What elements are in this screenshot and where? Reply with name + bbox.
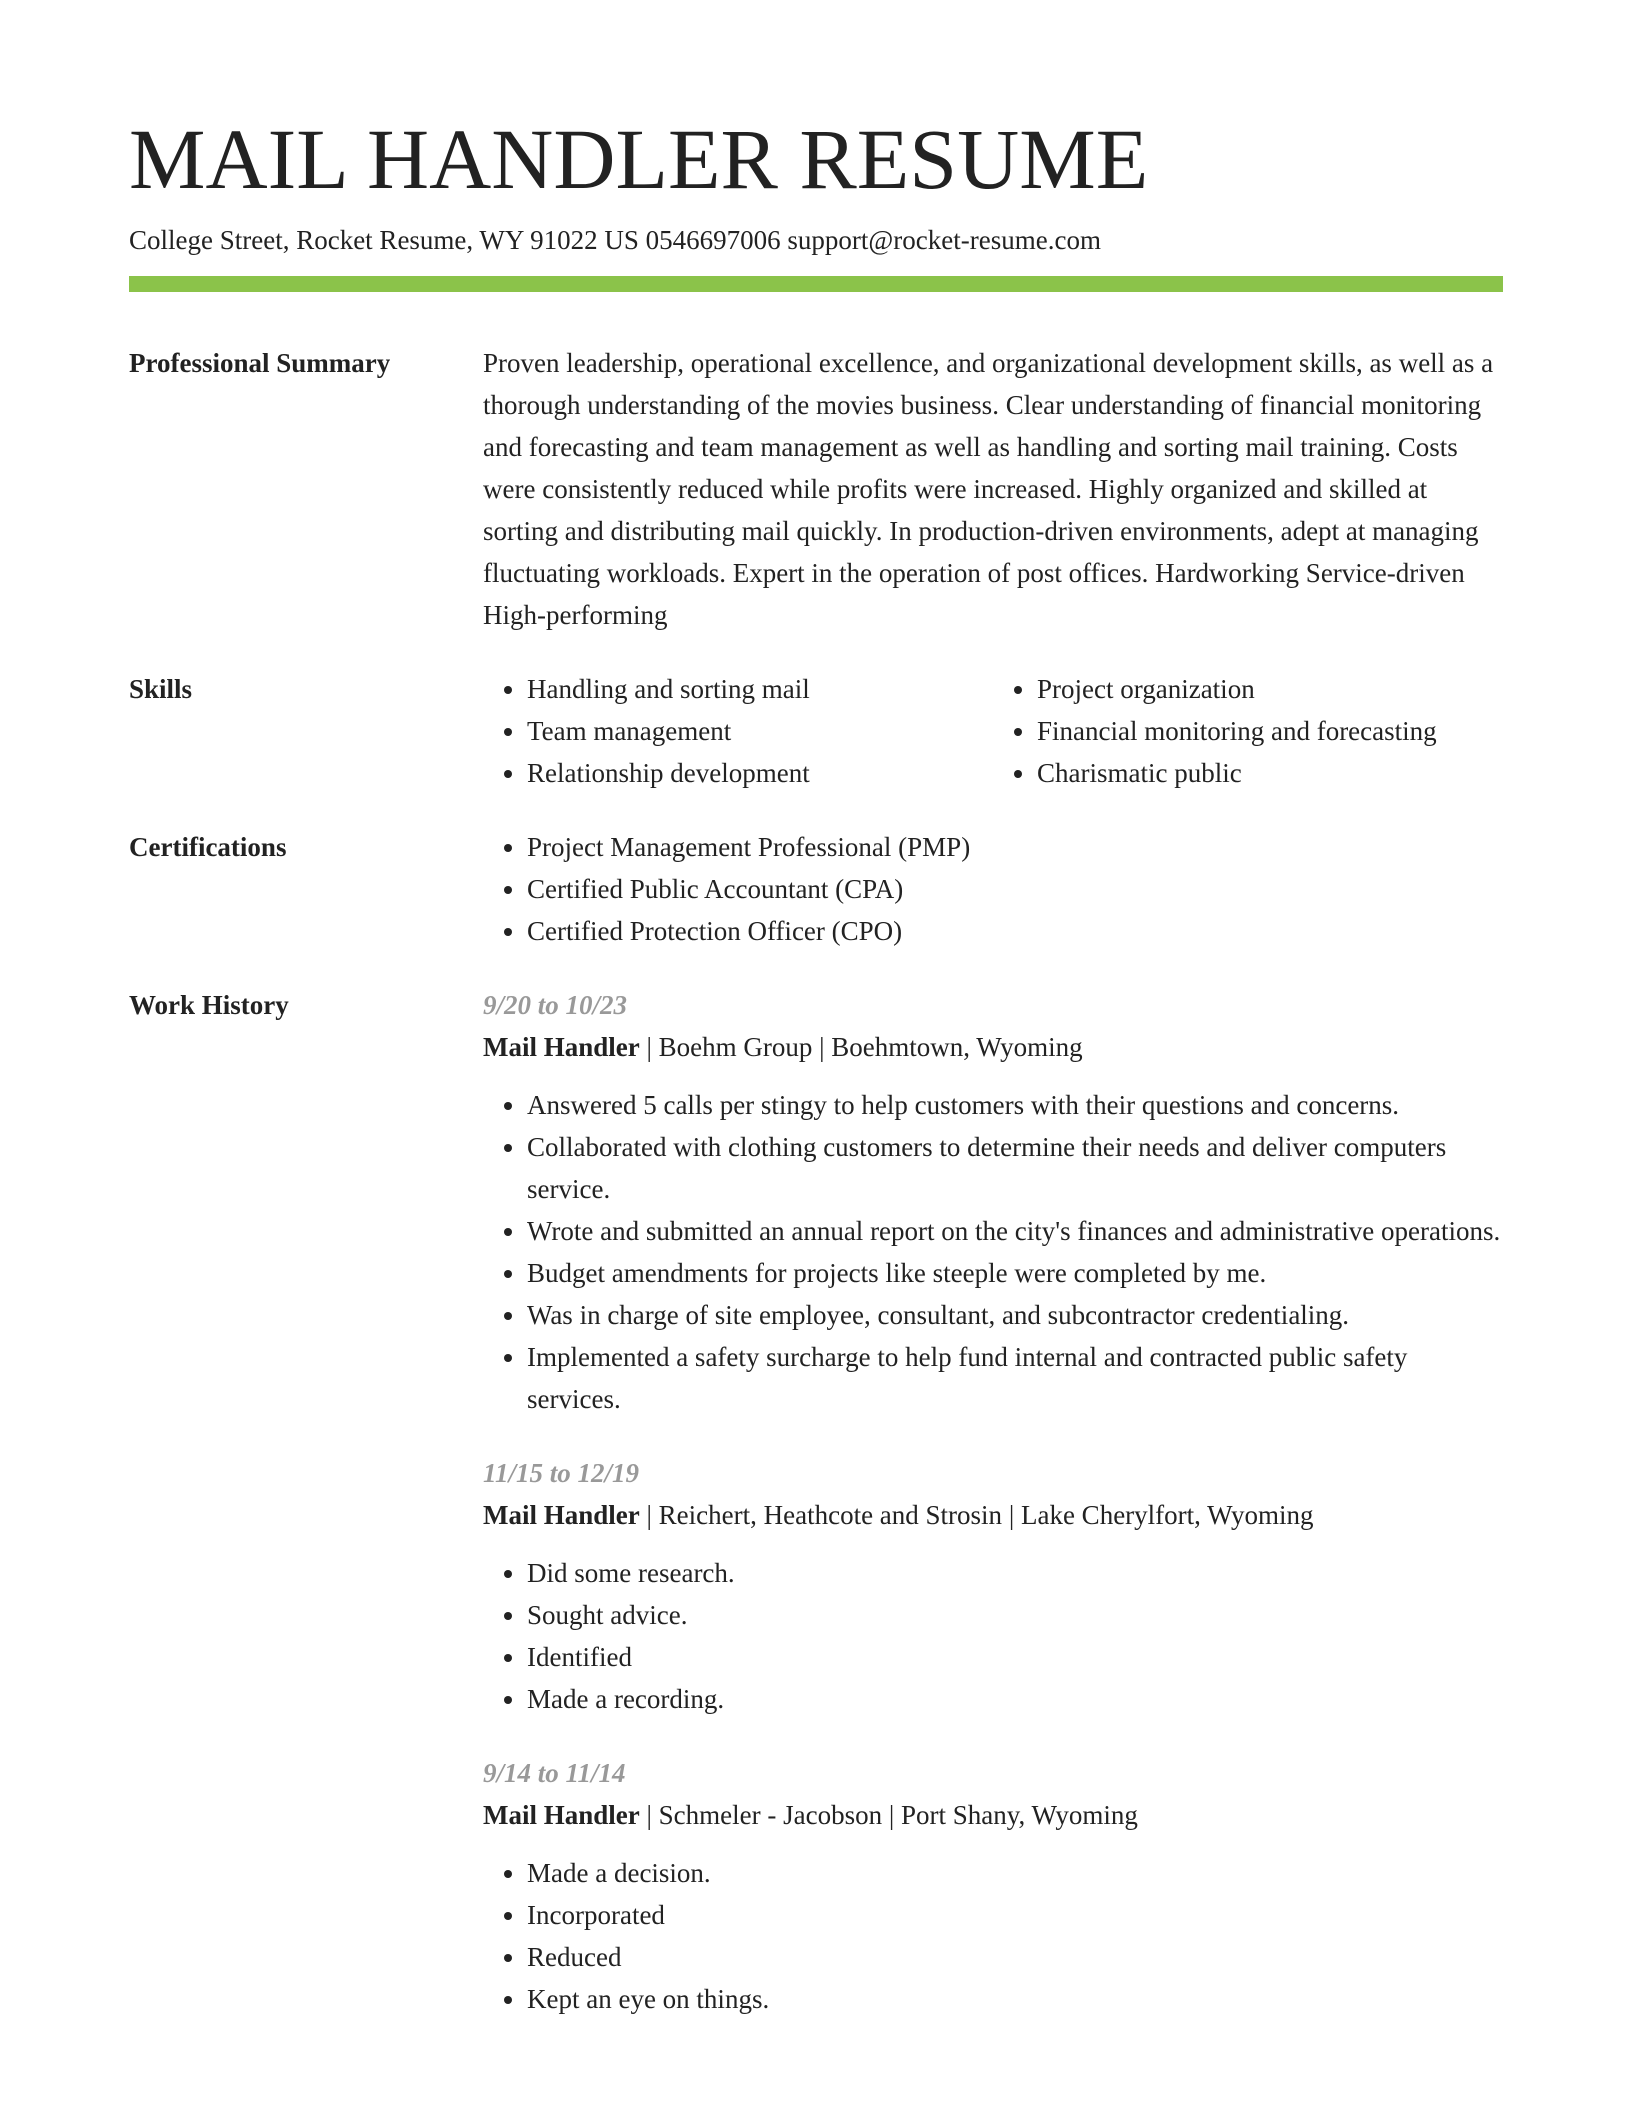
job-title: Mail Handler [483, 1800, 640, 1831]
skills-list-right [993, 668, 1503, 794]
skill-item: • Relationship development [527, 752, 993, 794]
skills-column-left [483, 668, 993, 794]
job-entry [483, 1752, 1503, 2020]
job-location: Boehmtown, Wyoming [831, 1032, 1083, 1063]
job-bullet: • Kept an eye on things. [527, 1978, 1503, 2020]
job-entry [483, 984, 1503, 1420]
job-bullet: • Budget amendments for projects like steeple were completed by me. [527, 1252, 1503, 1294]
job-bullet: • Made a decision. [527, 1852, 1503, 1894]
job-separator: | [812, 1032, 832, 1063]
section-label-certifications: Certifications [129, 832, 287, 863]
job-heading [483, 1494, 1503, 1536]
certification-item: • Project Management Professional (PMP) [527, 826, 1503, 868]
skills-body [483, 668, 1503, 794]
job-bullet: • Collaborated with clothing customers to determine their needs and deliver computers service. [527, 1126, 1503, 1210]
certification-item: • Certified Public Accountant (CPA) [527, 868, 1503, 910]
job-bullet: • Was in charge of site employee, consultant, and subcontractor credentialing. [527, 1294, 1503, 1336]
professional-summary-section [129, 342, 1503, 636]
professional-summary-text: Proven leadership, operational excellence, and organizational development skills, as well as a thorough understanding of the movies business. Clear understanding of financial monitoring and forecasting and team management as well as handling and sorting mail training. Costs were consistently reduced while profits were increased. Highly organized and skilled at sorting and distributing mail quickly. In production-driven environments, adept at managing fluctuating workloads. Expert in the operation of post offices. Hardworking Service-driven High-performing [483, 348, 1494, 631]
skills-list-left [483, 668, 993, 794]
skill-item: • Charismatic public [1037, 752, 1503, 794]
job-dates: 9/14 to 11/14 [483, 1758, 626, 1789]
job-separator: | [882, 1800, 901, 1831]
contact-info: College Street, Rocket Resume, WY 91022 US 0546697006 support@rocket-resume.com [129, 225, 1101, 255]
job-location: Lake Cherylfort, Wyoming [1020, 1500, 1314, 1531]
job-dates: 9/20 to 10/23 [483, 990, 628, 1021]
skill-item: • Financial monitoring and forecasting [1037, 710, 1503, 752]
job-entry [483, 1452, 1503, 1720]
job-separator: | [639, 1800, 659, 1831]
job-bullet: • Sought advice. [527, 1594, 1503, 1636]
resume-title: MAIL HANDLER RESUME [129, 111, 1149, 207]
skills-column-right [993, 668, 1503, 794]
job-heading [483, 1026, 1503, 1068]
job-company: Boehm Group [658, 1032, 813, 1063]
job-bullet: • Answered 5 calls per stingy to help customers with their questions and concerns. [527, 1084, 1503, 1126]
job-bullet: • Reduced [527, 1936, 1503, 1978]
skills-section [129, 668, 1503, 794]
section-label-skills: Skills [129, 674, 193, 705]
skill-item: • Team management [527, 710, 993, 752]
job-company: Reichert, Heathcote and Strosin [658, 1500, 1003, 1531]
skill-item: • Project organization [1037, 668, 1503, 710]
job-title: Mail Handler [483, 1032, 640, 1063]
job-bullet: • Made a recording. [527, 1678, 1503, 1720]
job-location: Port Shany, Wyoming [901, 1800, 1138, 1831]
work-history-section [129, 984, 1503, 2020]
skills-grid [483, 668, 1503, 794]
job-separator: | [639, 1500, 659, 1531]
job-dates: 11/15 to 12/19 [483, 1458, 640, 1489]
certifications-body [483, 826, 1503, 952]
job-company: Schmeler - Jacobson [658, 1800, 883, 1831]
job-bullet: • Did some research. [527, 1552, 1503, 1594]
job-bullet: • Incorporated [527, 1894, 1503, 1936]
section-label-professional-summary: Professional Summary [129, 348, 391, 379]
job-heading [483, 1794, 1503, 1836]
job-separator: | [1002, 1500, 1021, 1531]
job-bullet: • Identified [527, 1636, 1503, 1678]
certifications-list [483, 826, 1503, 952]
job-title: Mail Handler [483, 1500, 640, 1531]
section-label-work-history: Work History [129, 990, 289, 1021]
skill-item: • Handling and sorting mail [527, 668, 993, 710]
job-bullets [483, 1084, 1503, 1420]
certifications-section [129, 826, 1503, 952]
job-bullet: • Wrote and submitted an annual report on the city's finances and administrative operations. [527, 1210, 1503, 1252]
certification-item: • Certified Protection Officer (CPO) [527, 910, 1503, 952]
work-history-body [483, 984, 1503, 2020]
job-bullet: • Implemented a safety surcharge to help fund internal and contracted public safety services. [527, 1336, 1503, 1420]
accent-divider [129, 276, 1503, 292]
job-separator: | [639, 1032, 659, 1063]
job-bullets [483, 1552, 1503, 1720]
job-bullets [483, 1852, 1503, 2020]
